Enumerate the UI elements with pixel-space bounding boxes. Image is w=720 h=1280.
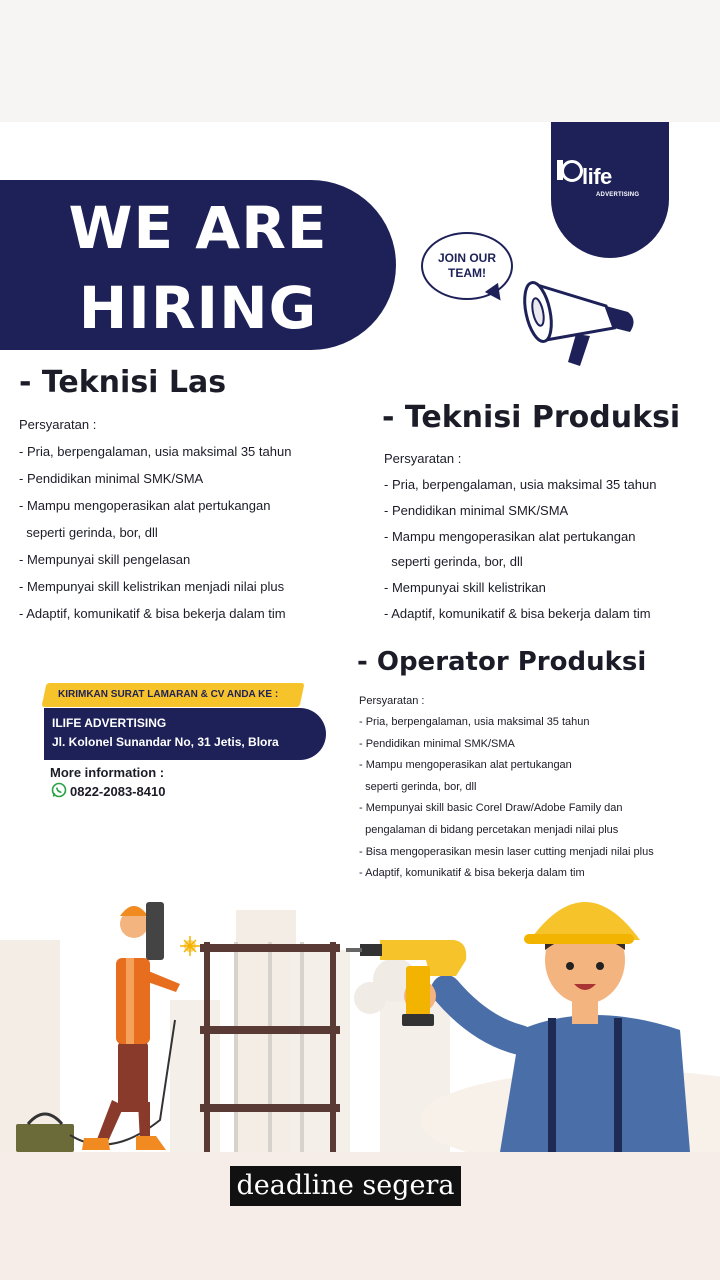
job-title-teknisi-las: - Teknisi Las	[19, 365, 227, 400]
bubble-line-2: TEAM!	[448, 266, 486, 280]
requirement-item: seperti gerinda, bor, dll	[384, 554, 523, 569]
requirement-item: - Adaptif, komunikatif & bisa bekerja dalam tim	[359, 867, 585, 879]
requirements-label: Persyaratan :	[359, 695, 425, 707]
requirement-item: - Pria, berpengalaman, usia maksimal 35 tahun	[19, 444, 292, 459]
requirements-label: Persyaratan :	[19, 417, 97, 432]
apply-heading: KIRIMKAN SURAT LAMARAN & CV ANDA KE :	[58, 689, 279, 700]
requirement-item: - Pendidikan minimal SMK/SMA	[19, 471, 204, 486]
requirement-item: - Mempunyai skill kelistrikan menjadi nilai plus	[19, 579, 285, 594]
requirement-item: - Mampu mengoperasikan alat pertukangan	[359, 759, 572, 771]
bubble-line-1: JOIN OUR	[437, 251, 496, 265]
banner-line-hiring: HIRING	[78, 274, 318, 342]
requirement-item: seperti gerinda, bor, dll	[359, 781, 477, 793]
company-name: ILIFE ADVERTISING	[52, 716, 167, 730]
megaphone-icon	[516, 254, 646, 374]
requirement-item: - Pendidikan minimal SMK/SMA	[359, 738, 515, 750]
job-title-operator-produksi: - Operator Produksi	[357, 647, 647, 677]
requirement-item: - Adaptif, komunikatif & bisa bekerja dalam tim	[19, 606, 286, 621]
requirement-item: - Bisa mengoperasikan mesin laser cutting menjadi nilai plus	[359, 846, 654, 858]
banner-line-we-are: WE ARE	[68, 194, 328, 262]
company-logo	[551, 122, 669, 258]
requirement-item: - Mempunyai skill basic Corel Draw/Adobe Family dan	[359, 802, 623, 814]
logo-subtitle: ADVERTISING	[596, 192, 640, 198]
logo-ring-icon	[561, 160, 583, 182]
requirement-item: - Mempunyai skill kelistrikan	[384, 580, 546, 595]
more-info-label: More information :	[50, 765, 165, 780]
requirement-item: - Mampu mengoperasikan alat pertukangan	[19, 498, 271, 513]
requirement-item: pengalaman di bidang percetakan menjadi nilai plus	[359, 824, 619, 836]
requirement-item: - Mampu mengoperasikan alat pertukangan	[384, 529, 636, 544]
requirement-item: - Adaptif, komunikatif & bisa bekerja dalam tim	[384, 606, 651, 621]
phone-number[interactable]: 0822-2083-8410	[70, 784, 166, 799]
requirement-item: - Pendidikan minimal SMK/SMA	[384, 503, 569, 518]
requirement-item: - Pria, berpengalaman, usia maksimal 35 tahun	[359, 716, 590, 728]
logo-wordmark: life	[582, 164, 612, 189]
requirements-label: Persyaratan :	[384, 451, 462, 466]
requirement-item: - Pria, berpengalaman, usia maksimal 35 tahun	[384, 477, 657, 492]
whatsapp-icon	[51, 782, 67, 798]
deadline-label: deadline segera	[230, 1166, 461, 1206]
workers-illustration	[0, 880, 720, 1152]
requirement-item: - Mempunyai skill pengelasan	[19, 552, 191, 567]
requirement-item: seperti gerinda, bor, dll	[19, 525, 158, 540]
company-address: Jl. Kolonel Sunandar No, 31 Jetis, Blora	[52, 735, 279, 749]
job-title-teknisi-produksi: - Teknisi Produksi	[382, 400, 681, 435]
logo-i-icon	[557, 160, 563, 180]
